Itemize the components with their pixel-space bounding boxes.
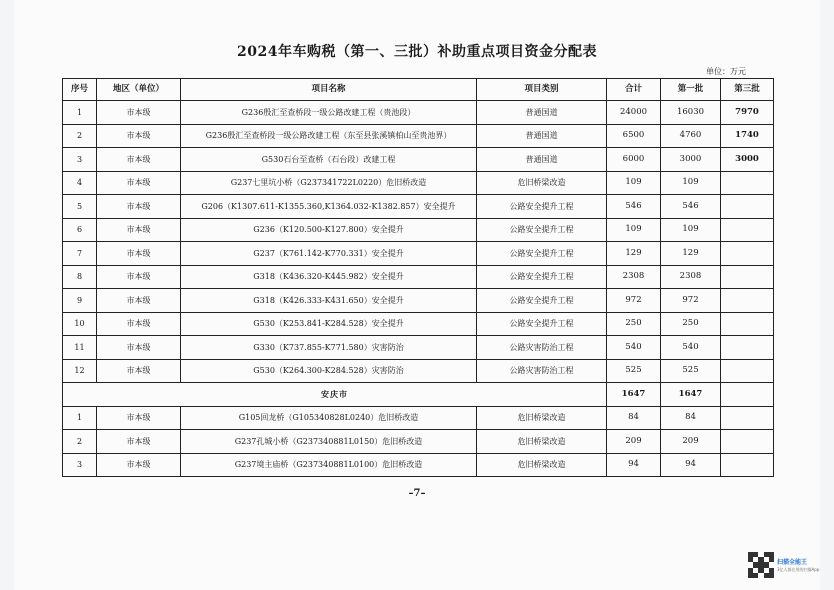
- table-row: [63, 359, 774, 383]
- total-cell: 250: [607, 312, 661, 336]
- region-cell: 市本级: [97, 265, 181, 289]
- scanner-tagline: 3亿人都在用的扫描App: [777, 567, 820, 572]
- city-batch3-cell: [721, 383, 774, 407]
- project-name-cell: G206（K1307.611-K1355.360,K1364.032-K1382.857）安全提升: [181, 195, 477, 219]
- batch3-cell: [721, 265, 774, 289]
- category-cell: 危旧桥梁改造: [477, 430, 607, 454]
- table-row: [63, 101, 774, 125]
- total-cell: 94: [607, 453, 661, 477]
- batch3-cell: [721, 336, 774, 360]
- category-cell: 公路安全提升工程: [477, 265, 607, 289]
- header-cell: 合计: [607, 79, 661, 101]
- category-cell: 公路灾害防治工程: [477, 359, 607, 383]
- region-cell: 市本级: [97, 289, 181, 313]
- header-cell: 项目名称: [181, 79, 477, 101]
- batch1-cell: 209: [661, 430, 721, 454]
- table-row: [63, 171, 774, 195]
- total-cell: 209: [607, 430, 661, 454]
- project-name-cell: G236殷汇至查桥段一级公路改建工程（东至县张溪镇柏山至贵池界）: [181, 124, 477, 148]
- batch1-cell: 4760: [661, 124, 721, 148]
- category-cell: 普通国道: [477, 148, 607, 172]
- table-row: [63, 218, 774, 242]
- batch3-cell: 7970: [721, 101, 774, 125]
- table-row: [63, 265, 774, 289]
- batch1-cell: 94: [661, 453, 721, 477]
- category-cell: 危旧桥梁改造: [477, 453, 607, 477]
- total-cell: 540: [607, 336, 661, 360]
- batch3-cell: [721, 289, 774, 313]
- category-cell: 危旧桥梁改造: [477, 171, 607, 195]
- total-cell: 972: [607, 289, 661, 313]
- batch1-cell: 2308: [661, 265, 721, 289]
- batch1-cell: 525: [661, 359, 721, 383]
- total-cell: 2308: [607, 265, 661, 289]
- page-title: 2024年车购税（第一、三批）补助重点项目资金分配表: [237, 44, 597, 60]
- category-cell: 公路安全提升工程: [477, 312, 607, 336]
- region-cell: 市本级: [97, 171, 181, 195]
- row-number-cell: 3: [63, 453, 97, 477]
- batch3-cell: [721, 453, 774, 477]
- category-cell: 普通国道: [477, 101, 607, 125]
- unit-label: 单位：万元: [706, 67, 746, 76]
- batch1-cell: 129: [661, 242, 721, 266]
- total-cell: 6500: [607, 124, 661, 148]
- header-cell: 第一批: [661, 79, 721, 101]
- project-name-cell: G530石台至查桥（石台段）改建工程: [181, 148, 477, 172]
- region-cell: 市本级: [97, 336, 181, 360]
- batch3-cell: [721, 430, 774, 454]
- project-name-cell: G236（K120.500-K127.800）安全提升: [181, 218, 477, 242]
- city-total-cell: 1647: [607, 383, 661, 407]
- batch1-cell: 540: [661, 336, 721, 360]
- total-cell: 84: [607, 406, 661, 430]
- batch1-cell: 109: [661, 218, 721, 242]
- city-subtotal-row: [63, 383, 774, 407]
- table-row: [63, 430, 774, 454]
- allocation-table: [62, 78, 774, 477]
- category-cell: 公路灾害防治工程: [477, 336, 607, 360]
- region-cell: 市本级: [97, 218, 181, 242]
- region-cell: 市本级: [97, 359, 181, 383]
- batch3-cell: 3000: [721, 148, 774, 172]
- total-cell: 24000: [607, 101, 661, 125]
- header-cell: 序号: [63, 79, 97, 101]
- batch3-cell: [721, 406, 774, 430]
- batch3-cell: [721, 242, 774, 266]
- table-row: [63, 148, 774, 172]
- page-number: –7–: [408, 488, 426, 499]
- category-cell: 公路安全提升工程: [477, 218, 607, 242]
- project-name-cell: G330（K737.855-K771.580）灾害防治: [181, 336, 477, 360]
- row-number-cell: 10: [63, 312, 97, 336]
- batch1-cell: 972: [661, 289, 721, 313]
- category-cell: 公路安全提升工程: [477, 195, 607, 219]
- batch1-cell: 16030: [661, 101, 721, 125]
- table-row: [63, 124, 774, 148]
- batch3-cell: [721, 171, 774, 195]
- city-batch1-cell: 1647: [661, 383, 721, 407]
- project-name-cell: G318（K426.333-K431.650）安全提升: [181, 289, 477, 313]
- row-number-cell: 9: [63, 289, 97, 313]
- scanner-app-name: 扫描全能王: [777, 559, 808, 566]
- project-name-cell: G318（K436.320-K445.982）安全提升: [181, 265, 477, 289]
- category-cell: 公路安全提升工程: [477, 242, 607, 266]
- header-cell: 第三批: [721, 79, 774, 101]
- batch3-cell: [721, 312, 774, 336]
- total-cell: 129: [607, 242, 661, 266]
- row-number-cell: 6: [63, 218, 97, 242]
- category-cell: 危旧桥梁改造: [477, 406, 607, 430]
- table-row: [63, 242, 774, 266]
- batch3-cell: [721, 195, 774, 219]
- document-page: [14, 0, 820, 590]
- batch1-cell: 84: [661, 406, 721, 430]
- region-cell: 市本级: [97, 124, 181, 148]
- total-cell: 546: [607, 195, 661, 219]
- region-cell: 市本级: [97, 148, 181, 172]
- row-number-cell: 3: [63, 148, 97, 172]
- region-cell: 市本级: [97, 242, 181, 266]
- row-number-cell: 1: [63, 406, 97, 430]
- header-cell: 地区（单位）: [97, 79, 181, 101]
- batch3-cell: [721, 359, 774, 383]
- project-name-cell: G237七里坑小桥（G237341722L0220）危旧桥改造: [181, 171, 477, 195]
- table-row: [63, 195, 774, 219]
- project-name-cell: G237孔城小桥（G237340881L0150）危旧桥改造: [181, 430, 477, 454]
- region-cell: 市本级: [97, 453, 181, 477]
- table-row: [63, 406, 774, 430]
- batch1-cell: 3000: [661, 148, 721, 172]
- table-row: [63, 289, 774, 313]
- batch1-cell: 109: [661, 171, 721, 195]
- region-cell: 市本级: [97, 195, 181, 219]
- table-header-row: [63, 79, 774, 101]
- row-number-cell: 1: [63, 101, 97, 125]
- total-cell: 6000: [607, 148, 661, 172]
- table-row: [63, 312, 774, 336]
- row-number-cell: 4: [63, 171, 97, 195]
- project-name-cell: G530（K253.841-K284.528）安全提升: [181, 312, 477, 336]
- category-cell: 公路安全提升工程: [477, 289, 607, 313]
- batch1-cell: 250: [661, 312, 721, 336]
- region-cell: 市本级: [97, 406, 181, 430]
- row-number-cell: 2: [63, 124, 97, 148]
- row-number-cell: 11: [63, 336, 97, 360]
- batch3-cell: 1740: [721, 124, 774, 148]
- project-name-cell: G236殷汇至查桥段一级公路改建工程（贵池段）: [181, 101, 477, 125]
- project-name-cell: G237（K761.142-K770.331）安全提升: [181, 242, 477, 266]
- table-row: [63, 453, 774, 477]
- batch1-cell: 546: [661, 195, 721, 219]
- header-cell: 项目类别: [477, 79, 607, 101]
- row-number-cell: 7: [63, 242, 97, 266]
- region-cell: 市本级: [97, 312, 181, 336]
- scanner-watermark: [748, 550, 820, 580]
- total-cell: 525: [607, 359, 661, 383]
- row-number-cell: 2: [63, 430, 97, 454]
- project-name-cell: G237境主庙桥（G237340881L0100）危旧桥改造: [181, 453, 477, 477]
- row-number-cell: 12: [63, 359, 97, 383]
- city-name-cell: 安庆市: [63, 383, 607, 407]
- qr-code-icon: [748, 552, 774, 578]
- project-name-cell: G530（K264.300-K284.528）灾害防治: [181, 359, 477, 383]
- region-cell: 市本级: [97, 430, 181, 454]
- row-number-cell: 8: [63, 265, 97, 289]
- category-cell: 普通国道: [477, 124, 607, 148]
- total-cell: 109: [607, 171, 661, 195]
- region-cell: 市本级: [97, 101, 181, 125]
- table-row: [63, 336, 774, 360]
- project-name-cell: G105回龙桥（G105340828L0240）危旧桥改造: [181, 406, 477, 430]
- batch3-cell: [721, 218, 774, 242]
- row-number-cell: 5: [63, 195, 97, 219]
- total-cell: 109: [607, 218, 661, 242]
